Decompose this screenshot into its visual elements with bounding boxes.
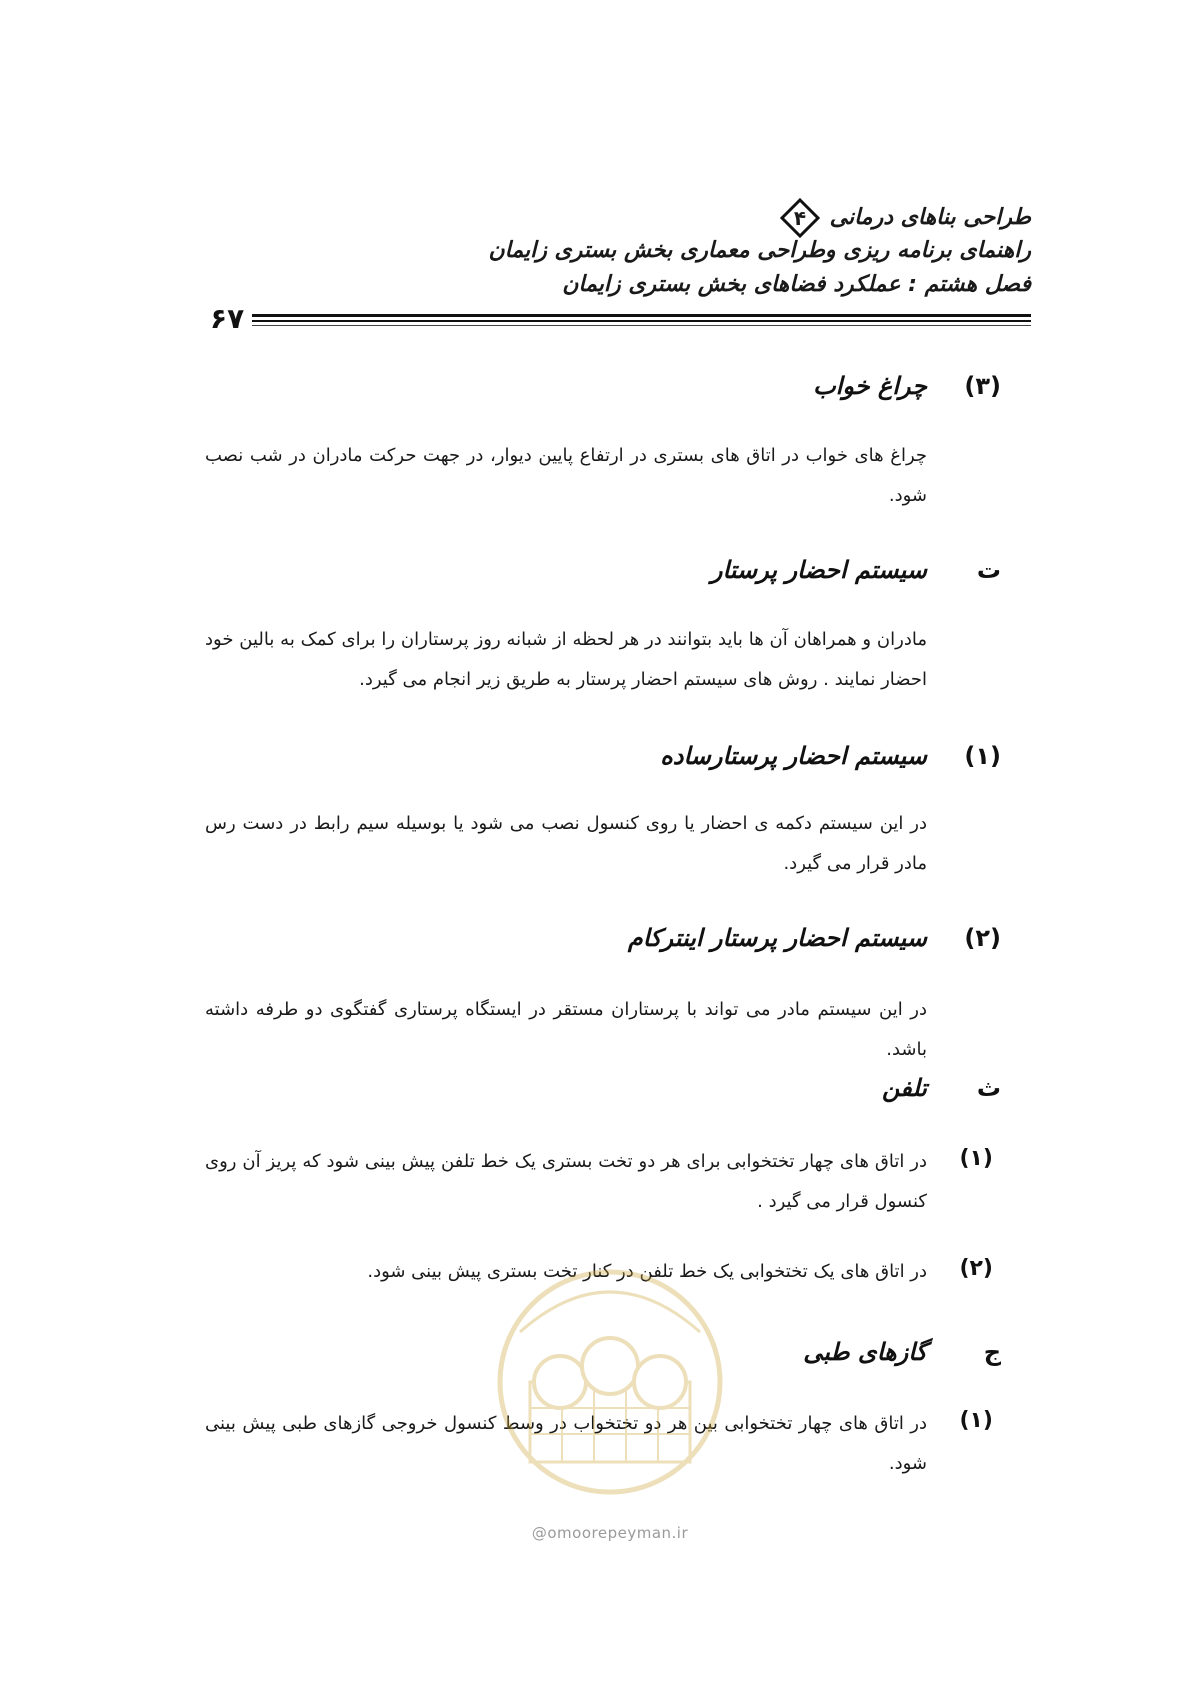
gear-logo-icon — [490, 1262, 730, 1502]
header-rule — [252, 325, 1031, 326]
volume-number: ۴ — [793, 206, 807, 230]
header-rule — [252, 320, 1031, 322]
watermark-url: @omoorepeyman.ir — [531, 1524, 689, 1542]
header-book-title — [778, 198, 1031, 238]
section-heading — [882, 1074, 1001, 1102]
section-mark: (۳) — [964, 372, 1001, 400]
section-title: چراغ خواب — [813, 372, 927, 400]
section-heading — [660, 742, 1001, 770]
section-paragraph: در این سیستم مادر می تواند با پرستاران مستقر در ایستگاه پرستاری گفتگوی دو طرفه داشته باشد. — [205, 999, 927, 1060]
section-heading — [711, 556, 1001, 584]
book-title-text: طراحی بناهای درمانی — [829, 205, 1031, 230]
header-rule — [252, 314, 1031, 317]
section-title: گازهای طبی — [803, 1338, 927, 1366]
list-item-mark: (۱) — [959, 1146, 993, 1171]
section-mark: (۲) — [964, 924, 1001, 952]
header-chapter: فصل هشتم : عملکرد فضاهای بخش بستری زایمان — [562, 272, 1031, 297]
volume-badge — [780, 198, 820, 238]
section-title: سیستم احضار پرستار — [710, 556, 927, 584]
section-mark: ث — [976, 1074, 1001, 1102]
list-item-text: در اتاق های چهار تختخوابی بین هر دو تختخواب در وسط کنسول خروجی گازهای طبی پیش بینی شود. — [205, 1413, 927, 1474]
section-paragraph: چراغ های خواب در اتاق های بستری در ارتفاع پایین دیوار، در جهت حرکت مادران در شب نصب شود. — [205, 445, 927, 506]
section-title: تلفن — [881, 1074, 927, 1102]
section-heading — [628, 924, 1001, 952]
section-title: سیستم احضار پرستار اینترکام — [627, 924, 927, 952]
section-heading — [813, 372, 1001, 400]
header-subtitle: راهنمای برنامه ریزی وطراحی معماری بخش بستری زایمان — [488, 238, 1031, 263]
list-item-mark: (۲) — [959, 1256, 993, 1281]
list-item-text: در اتاق های چهار تختخوابی برای هر دو تخت بستری یک خط تلفن پیش بینی شود که پریز آن روی کنسول قرار می گیرد . — [205, 1151, 927, 1212]
list-item-mark: (۱) — [959, 1408, 993, 1433]
page-number: ۶۷ — [210, 302, 245, 335]
section-title: سیستم احضار پرستارساده — [660, 742, 927, 770]
section-mark: (۱) — [964, 742, 1001, 770]
section-mark: ج — [983, 1338, 1001, 1366]
section-mark: ت — [976, 556, 1001, 584]
watermark-logo — [490, 1262, 730, 1502]
list-item-text: در اتاق های یک تختخوابی یک خط تلفن در کنار تخت بستری پیش بینی شود. — [367, 1261, 927, 1282]
section-heading — [803, 1338, 1001, 1366]
section-paragraph: مادران و همراهان آن ها باید بتوانند در هر لحظه از شبانه روز پرستاران را برای کمک به بالین خود احضار نمایند . روش های سیستم احضار پرستار به طریق زیر انجام می گیرد. — [205, 629, 927, 690]
section-paragraph: در این سیستم دکمه ی احضار یا روی کنسول نصب می شود یا بوسیله سیم رابط در دست رس مادر قرار می گیرد. — [205, 813, 927, 874]
